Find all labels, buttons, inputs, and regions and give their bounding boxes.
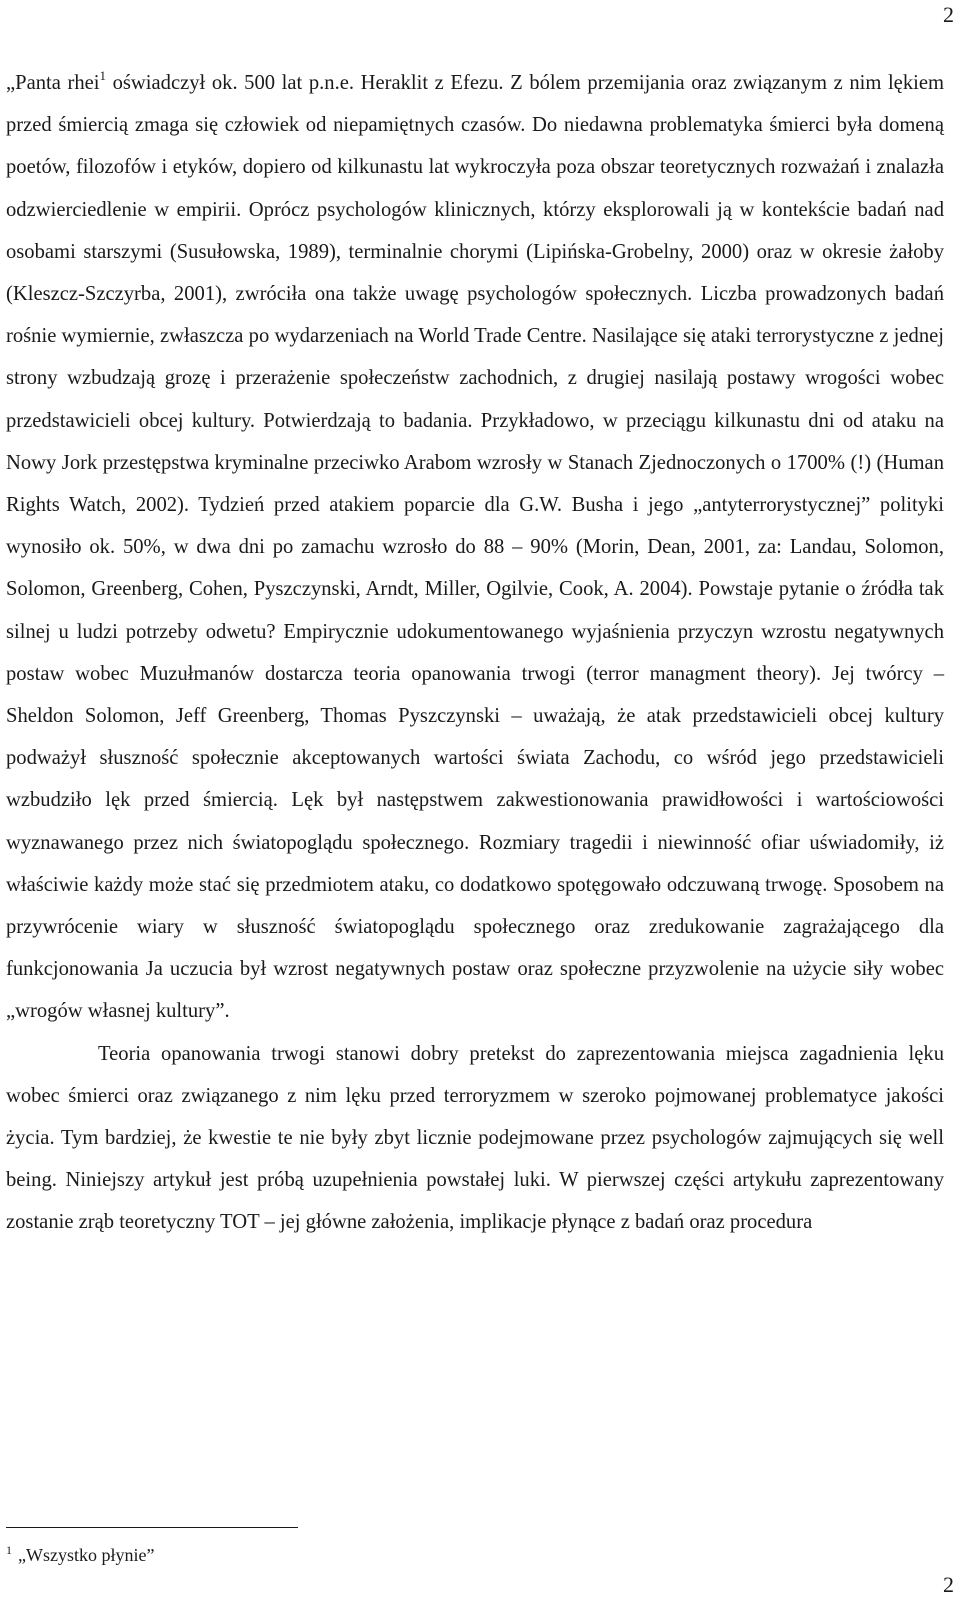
footnote [6, 1543, 154, 1567]
footnote-reference[interactable]: 1 [99, 68, 107, 83]
paragraph-1-opening: „Panta rhei [6, 72, 100, 94]
paragraph-1 [6, 62, 944, 1033]
page-number-bottom: 2 [943, 1572, 954, 1597]
page-number-top: 2 [943, 2, 954, 27]
footnote-number: 1 [6, 1543, 12, 1557]
paragraph-2: Teoria opanowania trwogi stanowi dobry pretekst do zaprezentowania miejsca zagadnienia lęku wobec śmierci oraz związanego z nim lęku przed terroryzmem w szeroko pojmowanej problematyce jakości życia. Tym bardziej, że kwestie te nie były zbyt licznie podejmowane przez psychologów zajmujących się well being. Niniejszy artykuł jest próbą uzupełnienia powstałej luki. W pierwszej części artykułu zaprezentowany zostanie zrąb teoretyczny TOT – jej główne założenia, implikacje płynące z badań oraz procedura [6, 1042, 944, 1234]
footnote-text: „Wszystko płynie” [18, 1545, 155, 1565]
main-text [6, 62, 944, 1244]
footnote-separator [6, 1527, 298, 1528]
paragraph-1-body: oświadczył ok. 500 lat p.n.e. Heraklit z Efezu. Z bólem przemijania oraz związanym z nim lękiem przed śmiercią zmaga się człowiek od niepamiętnych czasów. Do niedawna problematyka śmierci była domeną poetów, filozofów i etyków, dopiero od kilkunastu lat wykroczyła poza obszar teoretycznych rozważań i znalazła odzwierciedlenie w empirii. Oprócz psychologów klinicznych, którzy eksplorowali ją w kontekście badań nad osobami starszymi (Susułowska, 1989), terminalnie chorymi (Lipińska-Grobelny, 2000) oraz w okresie żałoby (Kleszcz-Szczyrba, 2001), zwróciła ona także uwagę psychologów społecznych. Liczba prowadzonych badań rośnie wymiernie, zwłaszcza po wydarzeniach na World Trade Centre. Nasilające się ataki terrorystyczne z jednej strony wzbudzają grozę i przerażenie społeczeństw zachodnich, z drugiej nasilają postawy wrogości wobec przedstawicieli obcej kultury. Potwierdzają to badania. Przykładowo, w przeciągu kilkunastu dni od ataku na Nowy Jork przestępstwa kryminalne przeciwko Arabom wzrosły w Stanach Zjednoczonych o 1700% (!) (Human Rights Watch, 2002). Tydzień przed atakiem poparcie dla G.W. Busha i jego „antyterrorystycznej” polityki wynosiło ok. 50%, w dwa dni po zamachu wzrosło do 88 – 90% (Morin, Dean, 2001, za: Landau, Solomon, Solomon, Greenberg, Cohen, Pyszczynski, Arndt, Miller, Ogilvie, Cook, A. 2004). Powstaje pytanie o źródła tak silnej u ludzi potrzeby odwetu? Empirycznie udokumentowanego wyjaśnienia przyczyn wzrostu negatywnych postaw wobec Muzułmanów dostarcza teoria opanowania trwogi (terror managment theory). Jej twórcy – Sheldon Solomon, Jeff Greenberg, Thomas Pyszczynski – uważają, że atak przedstawicieli obcej kultury podważył słuszność społecznie akceptowanych wartości świata Zachodu, co wśród jego przedstawicieli wzbudziło lęk przed śmiercią. Lęk był następstwem zakwestionowania prawidłowości i wartościowości wyznawanego przez nich światopoglądu społecznego. Rozmiary tragedii i niewinność ofiar uświadomiły, iż właściwie każdy może stać się przedmiotem ataku, co dodatkowo spotęgowało odczuwaną trwogę. Sposobem na przywrócenie wiary w słuszność światopoglądu społecznego oraz zredukowanie zagrażającego dla funkcjonowania Ja uczucia był wzrost negatywnych postaw oraz społeczne przyzwolenie na użycie siły wobec „wrogów własnej kultury”. [6, 72, 944, 1023]
